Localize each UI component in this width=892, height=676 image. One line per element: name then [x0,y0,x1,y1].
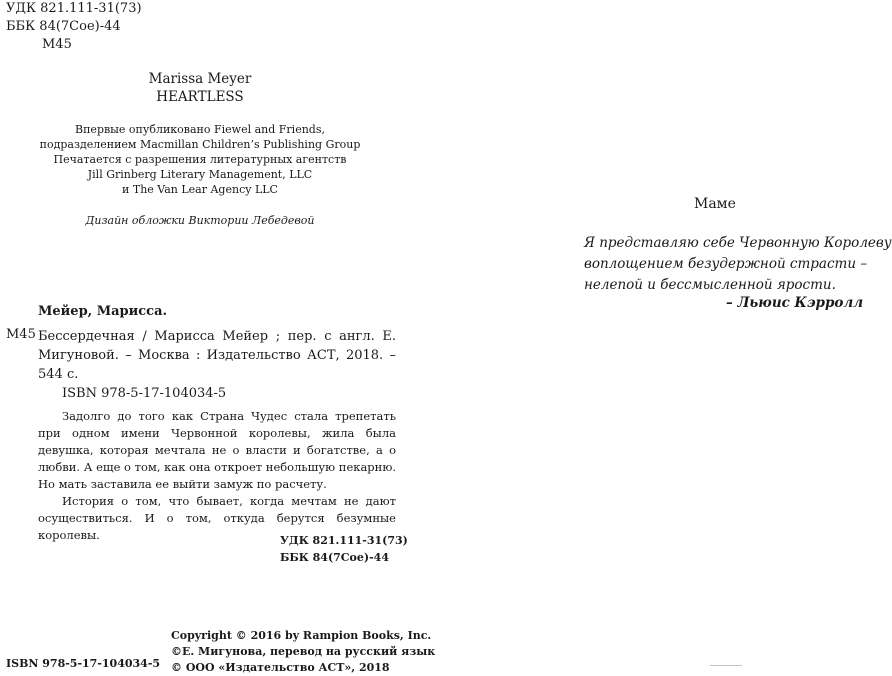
rights-line: и The Van Lear Agency LLC [122,183,278,196]
author-mark: М45 [42,37,72,52]
udc-code: УДК 821.111-31(73) [6,1,142,16]
catalog-code: М45 [6,327,36,342]
rights-line: Печатается с разрешения литературных агентств [53,153,347,166]
cover-design-credit: Дизайн обложки Виктории Лебедевой [85,214,315,227]
annotation-paragraph: История о том, что бывает, когда мечтам не дают осуществиться. И о том, откуда берутся безумные королевы. [38,494,396,542]
catalog-heading: Мейер, Марисса. [38,304,168,319]
rights-notice [0,122,400,197]
epigraph-line: Я представляю себе Червонную Королеву [584,235,892,251]
udc-code-bottom: УДК 821.111-31(73) [280,534,408,547]
epigraph-attribution: – Льюис Кэрролл [726,295,864,311]
rights-line: Впервые опубликовано Fiewel and Friends, [75,123,325,136]
copyright-line: © ООО «Издательство АСТ», 2018 [171,661,390,674]
right-page [420,0,892,671]
rights-line: подразделением Macmillan Children’s Publishing Group [39,138,361,151]
bbk-code-bottom: ББК 84(7Сое)-44 [280,551,389,564]
author-name: Marissa Meyer [148,71,252,87]
epigraph-line: нелепой и бессмысленной ярости. [584,277,836,293]
catalog-description: Бессердечная / Марисса Мейер ; пер. с англ. Е. Мигуновой. – Москва : Издательство АСТ, 2018. – 544 с. [38,329,396,382]
copyright-line: Copyright © 2016 by Rampion Books, Inc. [171,629,432,642]
rights-line: Jill Grinberg Literary Management, LLC [87,168,313,181]
epigraph-line: воплощением безудержной страсти – [584,256,868,272]
classification-codes [6,0,142,54]
original-title-block [0,70,400,106]
original-title: HEARTLESS [156,89,244,105]
bbk-code: ББК 84(7Сое)-44 [6,19,121,34]
epigraph [584,233,892,296]
copyright-line: ©Е. Мигунова, перевод на русский язык [171,645,436,658]
annotation-paragraph: Задолго до того как Страна Чудес стала трепетать при одном имени Червонной королевы, жила была девушка, которая мечтала не о власти и богатстве, а о любви. А еще о том, как она откроет небольшую пекарню. Но мать заставила ее выйти замуж по расчету. [38,409,396,491]
classification-codes-bottom [280,532,408,566]
isbn-bottom: ISBN 978-5-17-104034-5 [6,657,161,670]
dedication: Маме [694,196,736,212]
left-page [0,0,436,674]
catalog-isbn: ISBN 978-5-17-104034-5 [62,386,227,401]
copyright-block [171,628,435,676]
page-edge-mark [710,665,742,666]
annotation [38,408,396,544]
